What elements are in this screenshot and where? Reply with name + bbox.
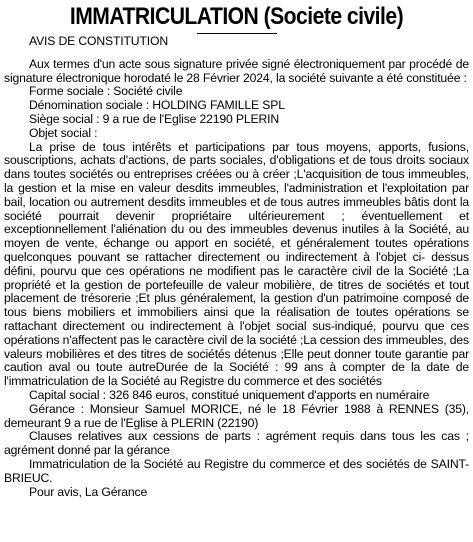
signature-line: Pour avis, La Gérance [29, 484, 148, 499]
denomination-sociale: Dénomination sociale : HOLDING FAMILLE SPL [29, 98, 285, 113]
objet-social-label: Objet social : [29, 125, 98, 140]
forme-sociale: Forme sociale : Société civile [29, 84, 183, 99]
immatriculation-rcs: Immatriculation de la Société au Registre du commerce et des sociétés de SAINT-BRIEUC. [4, 456, 469, 485]
title-divider [197, 33, 277, 34]
notice-heading: AVIS DE CONSTITUTION [29, 34, 168, 48]
notice-title: IMMATRICULATION (Societe civile) [69, 3, 404, 30]
intro-paragraph: Aux termes d'un acte sous signature privée signé électroniquement par procédé de signature électronique horodaté le 28 Février 2024, la société suivante a été constituée : [4, 56, 469, 85]
clauses-cessions: Clauses relatives aux cessions de parts : agrément requis dans tous les cas ; agrément donné par la gérance [4, 429, 469, 458]
objet-social-text: La prise de tous intérêts et participations par tous moyens, apports, fusions, souscriptions, achats d'actions, de parts sociales, d'obligations et de tous droits sociaux dans toutes sociétés ou entreprises créées ou à créer ;L'acquisition de tous immeubles, la gestion et la mise en valeur desdits immeubles, l'administration et l'exploitation par bail, location ou autrement desdits immeubles et de tous autres immeubles bâtis dont la société pourrait devenir propriétaire ultérieurement ; éventuellement et exceptionnellement l'aliénation du ou des immeubles devenus inutiles à la Société, au moyen de vente, échange ou apport en société, et généralement toutes opérations quelconques pouvant se rattacher directement ou indirectement à l'objet ci- dessus défini, pourvu que ces opérations ne modifient pas le caractère civil de la Société ;La propriété et la gestion de portefeuille de valeur mobilière, de titres de sociétés et tout placement de trésorerie ;Et plus généralement, la gestion d'un patrimoine composé de tous biens mobiliers et immobiliers ainsi que la réalisation de toutes opérations se rattachant directement ou indirectement à l'objet social sus-indiqué, pourvu que ces opérations n'affectent pas le caractère civil de la société ;La cession des immeubles, des valeurs mobilières et des titres de sociétés détenus ;Elle peut donner toute garantie par caution aval ou toute autreDurée de la Société : 99 ans à compter de la date de l'immatriculation de la Société au Registre du commerce et des sociétés [4, 139, 469, 389]
siege-social: Siège social : 9 a rue de l'Eglise 22190 PLERIN [29, 111, 280, 126]
notice-body [4, 35, 469, 499]
gerance: Gérance : Monsieur Samuel MORICE, né le 18 Février 1988 à RENNES (35), demeurant 9 a rue de l'Eglise à PLERIN (22190) [4, 401, 469, 430]
capital-social: Capital social : 326 846 euros, constitué uniquement d'apports en numéraire [29, 387, 430, 402]
